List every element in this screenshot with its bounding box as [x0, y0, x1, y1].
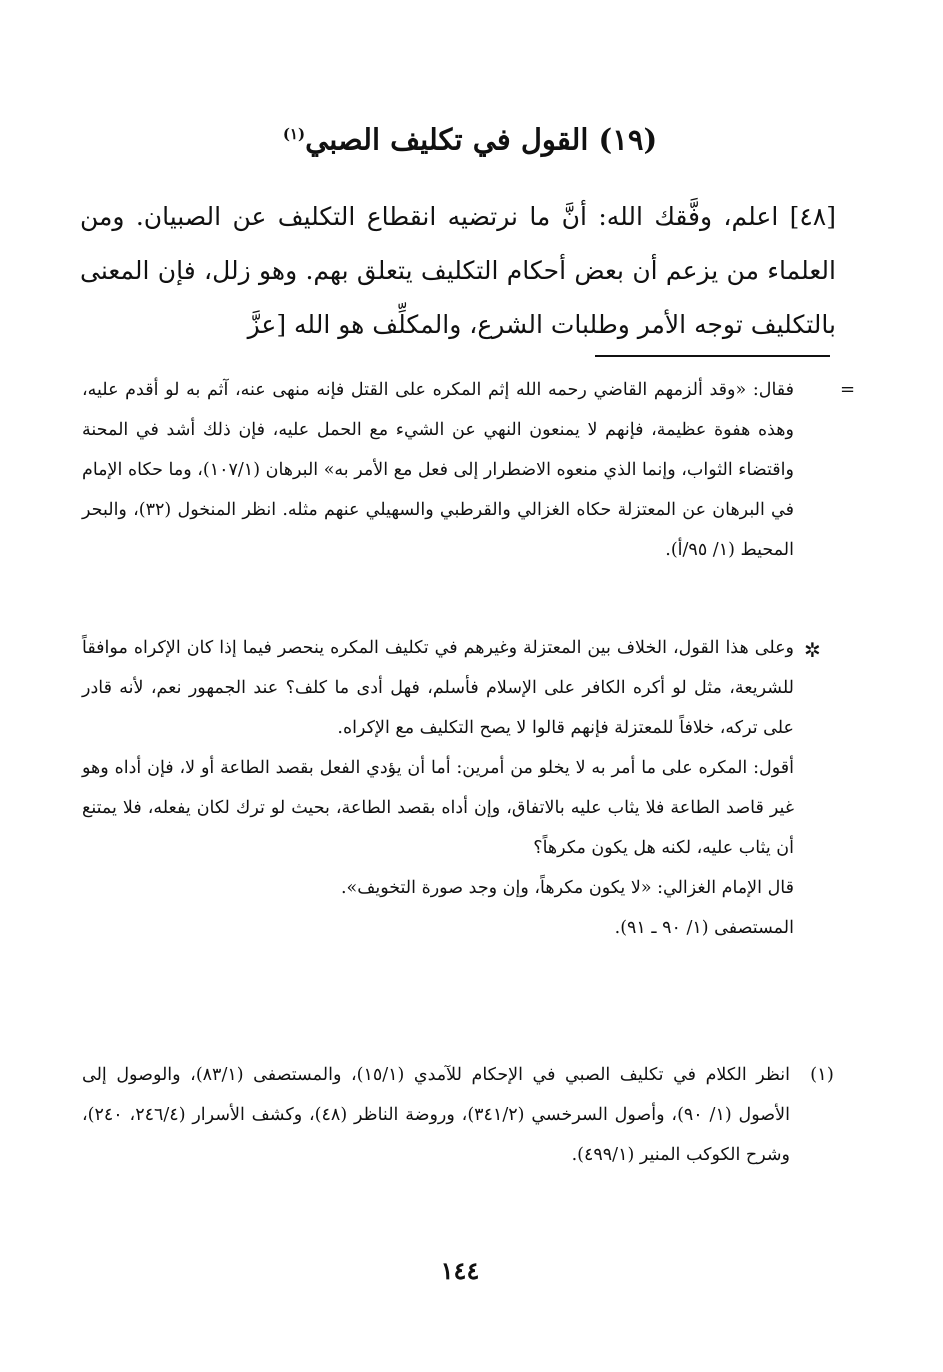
main-text-block [80, 190, 836, 352]
chapter-heading [90, 112, 850, 162]
footnote-continued [82, 370, 794, 570]
footnote-continued-text: فقال: «وقد ألزمهم القاضي رحمه الله إثم المكره على القتل فإنه منهى عنه، آثم به لو أقدم عليه، وهذه هفوة عظيمة، فإنهم لا يمنعون النهي عن الشيء مع الحمل عليه، فإن ذلك أشد في المحنة واقتضاء الثواب، وإنما الذي منعوه الاضطرار إلى فعل مع الأمر به» البرهان (١٠٧/١)، وما حكاه الإمام في البرهان عن المعتزلة حكاه الغزالي والقرطبي والسهيلي عنهم مثله. انظر المنخول (٣٢)، والبحر المحيط (١/ ٩٥/أ). [82, 380, 795, 560]
footnote-1 [82, 1055, 790, 1175]
footnote-separator [595, 355, 830, 357]
footnote-1-text: انظر الكلام في تكليف الصبي في الإحكام للآمدي (١٥/١)، والمستصفى (٨٣/١)، والوصول إلى الأصول (١/ ٩٠)، وأصول السرخسي (٣٤١/٢)، وروضة الناظر (٤٨)، وكشف الأسرار (٢٤٦/٤، ٢٤٠)، وشرح الكوكب المنير (٤٩٩/١). [82, 1065, 791, 1165]
footnote-asterisk-paragraph-4: المستصفى (١/ ٩٠ ـ ٩١). [614, 918, 794, 938]
main-paragraph: [٤٨] اعلم، وفَّقك الله: أنَّ ما نرتضيه انقطاع التكليف عن الصبيان. ومن العلماء من يزعم أن بعض أحكام التكليف يتعلق بهم. وهو زلل، فإن المعنى بالتكليف توجه الأمر وطلبات الشرع، والمكلِّف هو الله [عزَّ [80, 202, 836, 339]
heading-footnote-ref: (١) [282, 125, 306, 143]
page-number: ١٤٤ [440, 1256, 480, 1285]
chapter-heading-text: (١٩) القول في تكليف الصبي [305, 122, 658, 157]
footnote-asterisk [82, 628, 794, 948]
footnote-1-marker: (١) [810, 1064, 834, 1085]
footnote-continuation-marker: = [840, 379, 856, 400]
footnote-asterisk-paragraph-3: قال الإمام الغزالي: «لا يكون مكرهاً، وإن وجد صورة التخويف». [340, 878, 794, 898]
footnote-asterisk-marker: ✲ [804, 638, 821, 662]
footnote-asterisk-paragraph-1: وعلى هذا القول، الخلاف بين المعتزلة وغيرهم في تكليف المكره ينحصر فيما إذا كان الإكراه موافقاً للشريعة، مثل لو أكره الكافر على الإسلام فأسلم، فهل أدى ما كلف؟ عند الجمهور نعم، لأنه قادر على تركه، خلافاً للمعتزلة فإنهم قالوا لا يصح التكليف مع الإكراه. [82, 638, 794, 738]
footnote-asterisk-paragraph-2: أقول: المكره على ما أمر به لا يخلو من أمرين: أما أن يؤدي الفعل بقصد الطاعة أو لا، فإن أداه وهو غير قاصد الطاعة فلا يثاب عليه بالاتفاق، وإن أداه بقصد الطاعة، بحيث لو ترك لكان يفعله، فلا يمتنع أن يثاب عليه، لكنه هل يكون مكرهاً؟ [82, 758, 794, 858]
